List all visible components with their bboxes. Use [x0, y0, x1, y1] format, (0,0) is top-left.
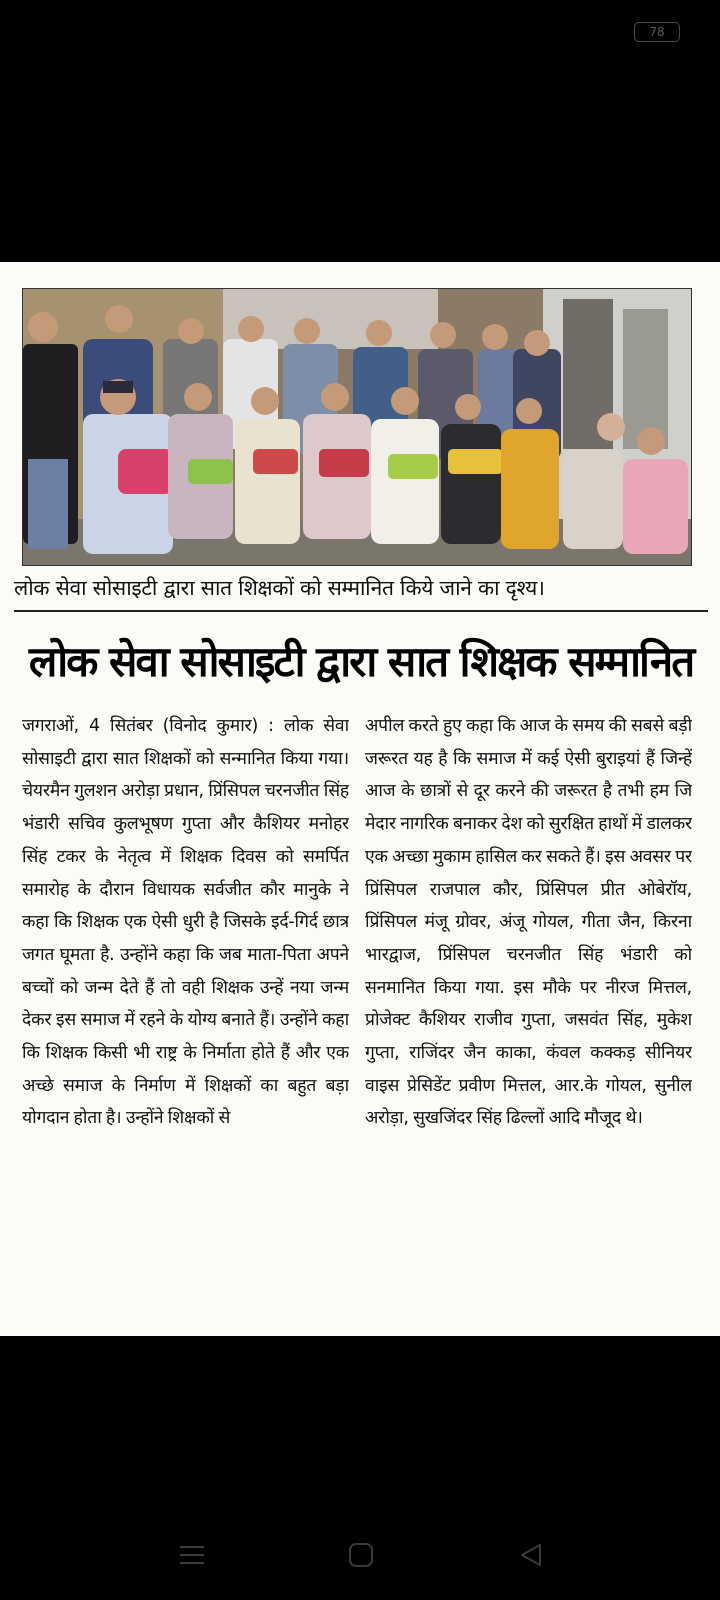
status-bar [0, 0, 720, 60]
back-icon[interactable] [516, 1542, 546, 1568]
article-body [22, 710, 692, 1310]
divider-rule [14, 610, 708, 612]
group-photo [22, 288, 692, 566]
menu-icon[interactable] [178, 1542, 208, 1568]
navigation-bar [0, 1520, 720, 1590]
newspaper-clipping [0, 262, 720, 1336]
battery-indicator: 78 [634, 22, 680, 42]
article-column-right: अपील करते हुए कहा कि आज के समय की सबसे बड़ी जरूरत यह है कि समाज में कई ऐसी बुराइयां हैं जिन्हें आज के छात्रों से दूर करने की जरूरत है तभी हम जि मेदार नागरिक बनाकर देश को सुरक्षित हाथों में डालकर एक अच्छा मुकाम हासिल कर सकते हैं। इस अवसर पर प्रिंसिपल राजपाल कौर, प्रिंसिपल प्रीत ओबेरॉय, प्रिंसिपल मंजू ग्रोवर, अंजू गोयल, गीता जैन, किरना भारद्वाज, प्रिंसिपल चरनजीत सिंह भंडारी को सनमानित किया गया. इस मौके पर नीरज मित्तल, प्रोजेक्ट कैशियर राजीव गुप्ता, जसवंत सिंह, मुकेश गुप्ता, राजिंदर जैन काका, कंवल कक्कड़ सीनियर वाइस प्रेसिडेंट प्रवीण मित्तल, आर.के गोयल, सुनील अरोड़ा, सुखजिंदर सिंह ढिल्लों आदि मौजूद थे। [365, 716, 692, 1129]
group-photo-illustration [23, 289, 691, 565]
article-column-left: जगराओं, 4 सितंबर (विनोद कुमार) : लोक सेवा सोसाइटी द्वारा सात शिक्षकों को सन्मानित किया गया। चेयरमैन गुलशन अरोड़ा प्रधान, प्रिंसिपल चरनजीत सिंह भंडारी सचिव कुलभूषण गुप्ता और कैशियर मनोहर सिंह टकर के नेतृत्व में शिक्षक दिवस को समर्पित समारोह के दौरान विधायक सर्वजीत कौर मानुके ने कहा कि शिक्षक एक ऐसी धुरी है जिसके इर्द-गिर्द छात्र जगत घूमता है. उन्होंने कहा कि जब माता-पिता अपने बच्चों को जन्म देते हैं तो वही शिक्षक उन्हें नया जन्म देकर इस समाज में रहने के योग्य बनाते हैं। उन्होंने कहा कि शिक्षक किसी भी राष्ट्र के निर्माता होते हैं और एक अच्छे समाज के निर्माण में शिक्षकों का बहुत बड़ा योगदान होता है। उन्होंने शिक्षकों से [22, 716, 349, 1129]
home-icon[interactable] [346, 1542, 376, 1568]
article-headline: लोक सेवा सोसाइटी द्वारा सात शिक्षक सम्मानित [28, 637, 694, 686]
photo-caption: लोक सेवा सोसाइटी द्वारा सात शिक्षकों को सम्मानित किये जाने का दृश्य। [14, 576, 545, 600]
